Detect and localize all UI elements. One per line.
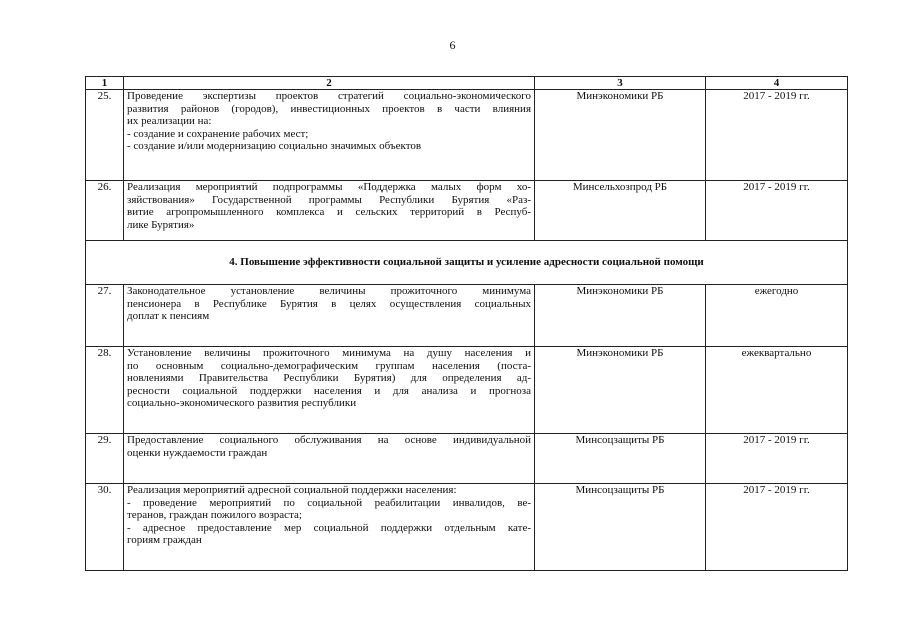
action-line: пенсионера в Республике Бурятия в целях осуществления социальных xyxy=(127,297,531,310)
header-col-3: 3 xyxy=(535,77,706,90)
row-term: ежегодно xyxy=(706,285,848,347)
action-line: Предоставление социального обслуживания на основе индивидуальной xyxy=(127,434,531,446)
table-row xyxy=(86,347,848,434)
action-line: новлениями Правительства Республики Бурятия) для определения ад- xyxy=(127,372,531,385)
table-row xyxy=(86,181,848,241)
row-action xyxy=(124,90,535,181)
action-line: гориям граждан xyxy=(127,534,202,547)
row-number: 27. xyxy=(86,285,124,347)
row-organization: Минсельхозпрод РБ xyxy=(535,181,706,241)
row-organization: Минэкономики РБ xyxy=(535,90,706,181)
action-line: их реализации на: xyxy=(127,115,212,128)
table-row xyxy=(86,484,848,571)
row-action xyxy=(124,434,535,484)
row-term: 2017 - 2019 гг. xyxy=(706,90,848,181)
action-line: доплат к пенсиям xyxy=(127,310,210,323)
action-line: - проведение мероприятий по социальной реабилитации инвалидов, ве- xyxy=(127,496,531,509)
table-row xyxy=(86,434,848,484)
action-line: лике Бурятия» xyxy=(127,218,195,231)
row-action xyxy=(124,181,535,241)
action-line: по основным социально-демографическим группам населения (поста- xyxy=(127,359,531,372)
row-number: 26. xyxy=(86,181,124,241)
section-row xyxy=(86,241,848,285)
action-line: - создание и сохранение рабочих мест; xyxy=(127,127,309,140)
row-action xyxy=(124,484,535,571)
row-term: ежеквартально xyxy=(706,347,848,434)
row-number: 30. xyxy=(86,484,124,571)
page-number: 6 xyxy=(449,38,456,52)
action-line: ресности социальной поддержки населения и для анализа и прогноза xyxy=(127,384,531,397)
action-line: витие агропромышленного комплекса и сельских территорий в Респуб- xyxy=(127,206,531,219)
row-organization: Минэкономики РБ xyxy=(535,285,706,347)
table-header-row xyxy=(86,77,848,90)
row-number: 29. xyxy=(86,434,124,484)
action-line: Установление величины прожиточного минимума на душу населения и xyxy=(127,347,531,359)
action-line: Реализация мероприятий адресной социальной поддержки населения: xyxy=(127,484,457,496)
row-action xyxy=(124,285,535,347)
row-action xyxy=(124,347,535,434)
action-line: теранов, граждан пожилого возраста; xyxy=(127,509,302,522)
row-term: 2017 - 2019 гг. xyxy=(706,434,848,484)
row-number: 28. xyxy=(86,347,124,434)
action-line: - адресное предоставление мер социальной поддержки отдельным кате- xyxy=(127,521,531,534)
action-line: - создание и/или модернизацию социально значимых объектов xyxy=(127,140,422,153)
row-organization: Минсоцзащиты РБ xyxy=(535,434,706,484)
action-line: социально-экономического развития республики xyxy=(127,397,357,410)
section-title: 4. Повышение эффективности социальной защиты и усиление адресности социальной помощи xyxy=(86,241,848,285)
row-term: 2017 - 2019 гг. xyxy=(706,484,848,571)
action-line: Проведение экспертизы проектов стратегий социально-экономического xyxy=(127,90,531,102)
action-line: развития районов (городов), инвестиционных проектов в части влияния xyxy=(127,102,531,115)
header-col-4: 4 xyxy=(706,77,848,90)
header-col-1: 1 xyxy=(86,77,124,90)
row-organization: Минсоцзащиты РБ xyxy=(535,484,706,571)
measures-table xyxy=(85,76,848,571)
action-line: зяйствования» Государственной программы Республики Бурятия «Раз- xyxy=(127,193,531,206)
table-row xyxy=(86,90,848,181)
action-line: Законодательное установление величины прожиточного минимума xyxy=(127,285,531,297)
action-line: Реализация мероприятий подпрограммы «Поддержка малых форм хо- xyxy=(127,181,531,193)
row-term: 2017 - 2019 гг. xyxy=(706,181,848,241)
table-row xyxy=(86,285,848,347)
row-organization: Минэкономики РБ xyxy=(535,347,706,434)
row-number: 25. xyxy=(86,90,124,181)
header-col-2: 2 xyxy=(124,77,535,90)
action-line: оценки нуждаемости граждан xyxy=(127,446,268,459)
